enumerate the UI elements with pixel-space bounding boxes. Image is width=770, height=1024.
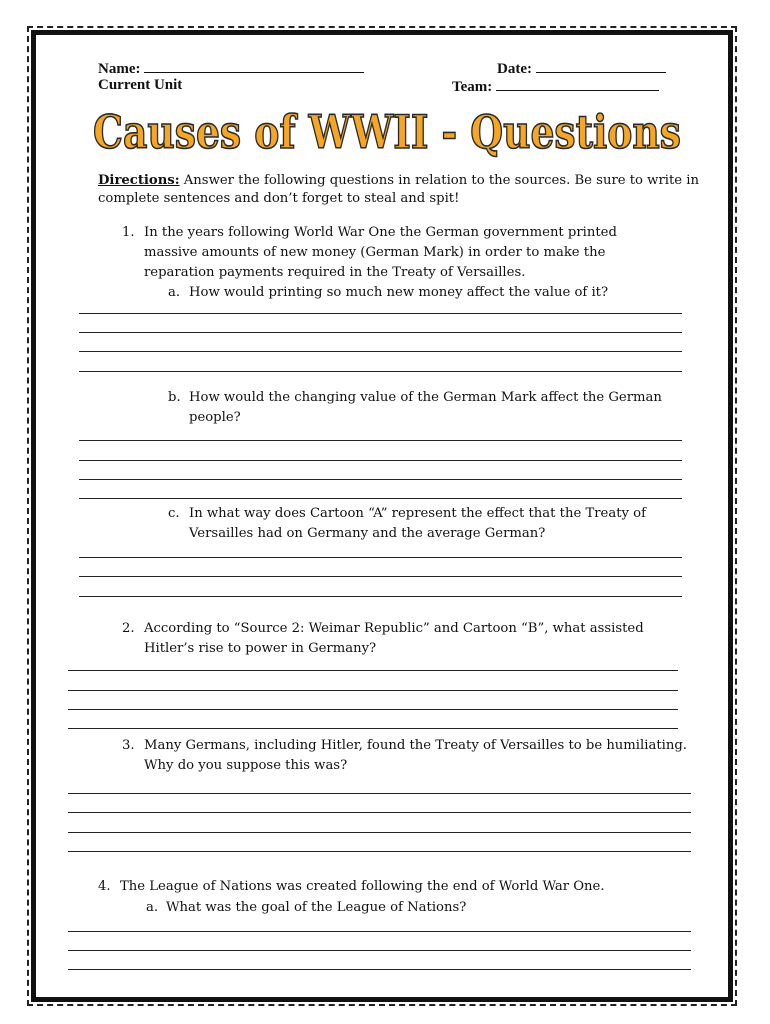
answer-line[interactable]	[68, 950, 691, 951]
date-label: Date:	[497, 61, 532, 77]
name-field	[98, 59, 364, 78]
q2-line2: Hitler’s rise to power in Germany?	[144, 641, 377, 656]
answer-line[interactable]	[68, 832, 691, 833]
answer-line[interactable]	[68, 851, 691, 852]
title-text: Causes of WWII - Questions	[93, 105, 681, 159]
answer-line[interactable]	[68, 793, 691, 794]
q3-line1: Many Germans, including Hitler, found the Treaty of Versailles to be humiliating.	[144, 738, 687, 753]
q4-number: 4.	[98, 879, 111, 894]
answer-line[interactable]	[68, 728, 678, 729]
team-field	[452, 77, 659, 96]
q1b-line1: How would the changing value of the German Mark affect the German	[189, 390, 662, 405]
team-blank[interactable]	[496, 77, 659, 91]
answer-line[interactable]	[79, 351, 682, 352]
directions-label: Directions:	[98, 173, 180, 188]
q2-line1: According to “Source 2: Weimar Republic” and Cartoon “B”, what assisted	[144, 621, 644, 636]
q1a-text: How would printing so much new money affect the value of it?	[189, 285, 609, 300]
date-field	[497, 59, 666, 78]
q4a-label: a.	[146, 900, 159, 915]
directions-line1: Answer the following questions in relation to the sources. Be sure to write in	[179, 173, 699, 188]
q1-line1: In the years following World War One the German government printed	[144, 225, 617, 240]
answer-line[interactable]	[68, 969, 691, 970]
answer-line[interactable]	[79, 332, 682, 333]
q1a-label: a.	[168, 285, 181, 300]
q4-line1: The League of Nations was created following the end of World War One.	[120, 879, 605, 894]
name-label: Name:	[98, 61, 141, 77]
page-title	[90, 104, 685, 160]
q1c-label: c.	[168, 506, 180, 521]
directions	[98, 173, 699, 188]
q1c-line2: Versailles had on Germany and the average German?	[189, 526, 546, 541]
directions-line2: complete sentences and don’t forget to steal and spit!	[98, 191, 460, 206]
answer-line[interactable]	[79, 479, 682, 480]
q1-number: 1.	[122, 225, 135, 240]
q2-number: 2.	[122, 621, 135, 636]
q1c-line1: In what way does Cartoon “A” represent the effect that the Treaty of	[189, 506, 646, 521]
answer-line[interactable]	[68, 709, 678, 710]
answer-line[interactable]	[68, 690, 678, 691]
name-blank[interactable]	[144, 59, 364, 73]
q3-line2: Why do you suppose this was?	[144, 758, 348, 773]
q3-number: 3.	[122, 738, 135, 753]
current-unit-label: Current Unit	[98, 77, 183, 93]
answer-line[interactable]	[79, 371, 682, 372]
answer-line[interactable]	[79, 576, 682, 577]
answer-line[interactable]	[79, 557, 682, 558]
answer-line[interactable]	[79, 460, 682, 461]
answer-line[interactable]	[79, 440, 682, 441]
q4a-text: What was the goal of the League of Nations?	[166, 900, 467, 915]
answer-line[interactable]	[68, 931, 691, 932]
answer-line[interactable]	[79, 596, 682, 597]
q1b-label: b.	[168, 390, 181, 405]
answer-line[interactable]	[68, 670, 678, 671]
date-blank[interactable]	[536, 59, 666, 73]
answer-line[interactable]	[79, 498, 682, 499]
answer-line[interactable]	[68, 812, 691, 813]
team-label: Team:	[452, 79, 493, 95]
answer-line[interactable]	[79, 313, 682, 314]
q1-line2: massive amounts of new money (German Mark) in order to make the	[144, 245, 606, 260]
q1-line3: reparation payments required in the Treaty of Versailles.	[144, 265, 526, 280]
q1b-line2: people?	[189, 410, 241, 425]
